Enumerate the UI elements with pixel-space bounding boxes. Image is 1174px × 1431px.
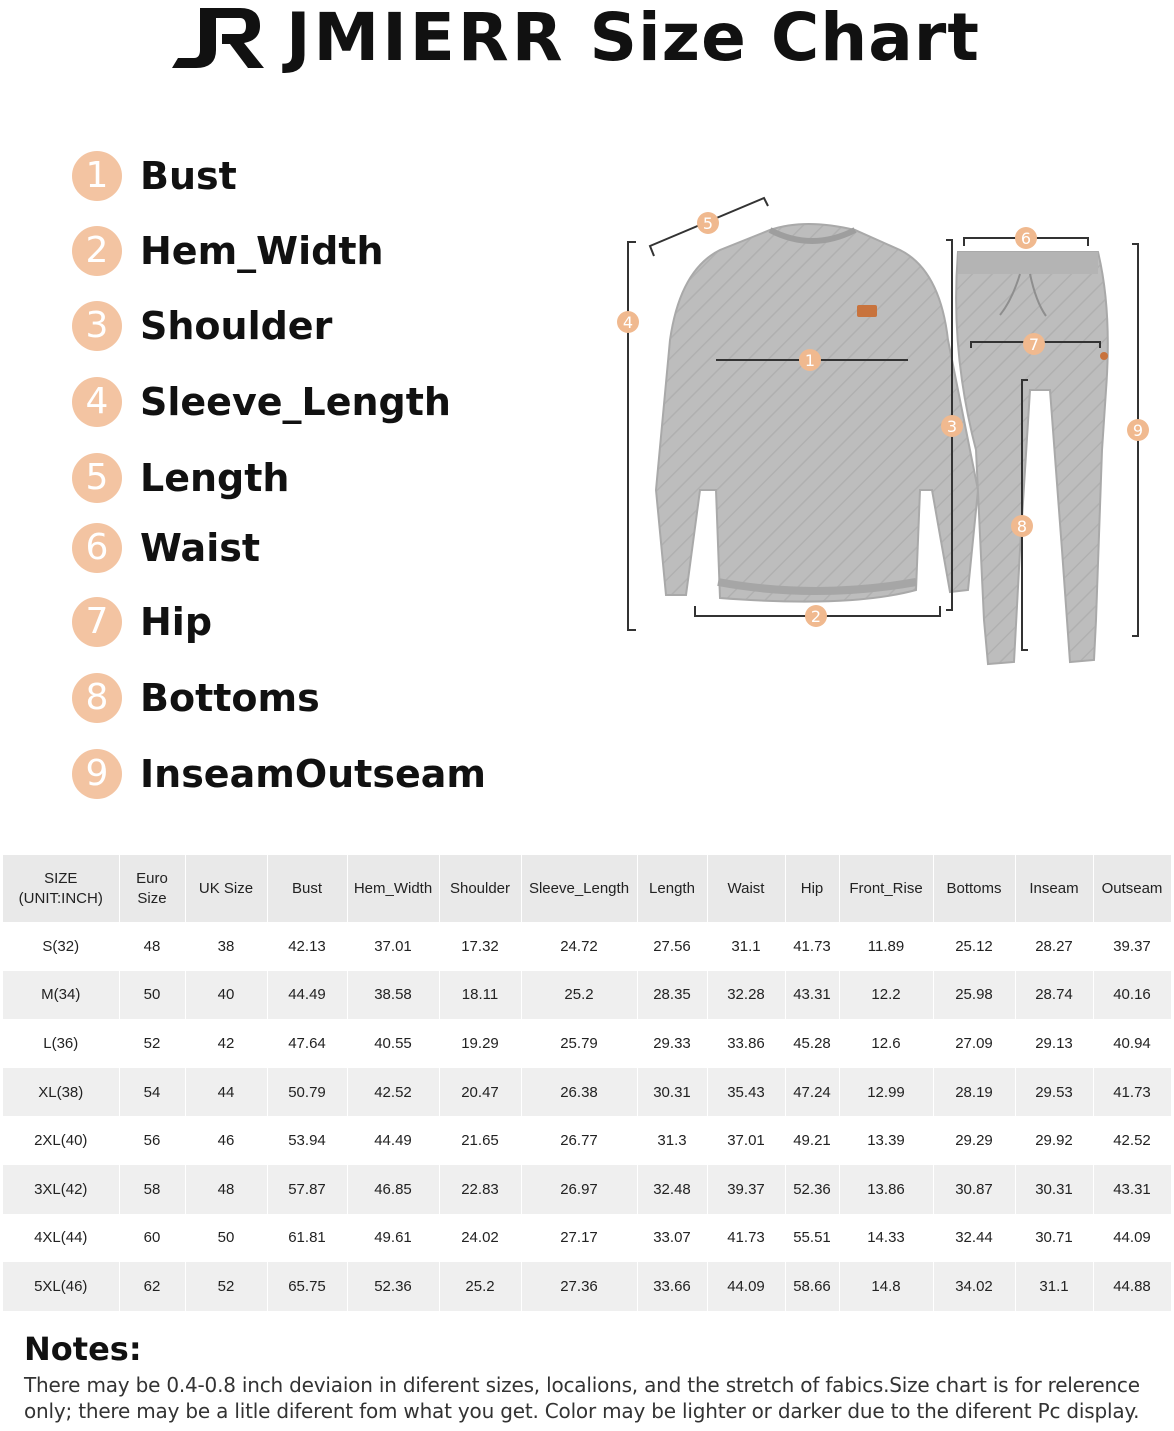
table-cell: 32.48 <box>637 1165 707 1214</box>
table-cell: 41.73 <box>1093 1068 1171 1117</box>
table-cell: 28.27 <box>1015 922 1093 971</box>
table-cell: 34.02 <box>933 1262 1015 1311</box>
table-cell: 45.28 <box>785 1019 839 1068</box>
number-badge: 5 <box>72 453 122 503</box>
table-cell: 52.36 <box>347 1262 439 1311</box>
table-cell: S(32) <box>3 922 119 971</box>
table-cell: 27.17 <box>521 1214 637 1263</box>
table-cell: 29.53 <box>1015 1068 1093 1117</box>
table-cell: 55.51 <box>785 1214 839 1263</box>
svg-text:3: 3 <box>946 417 958 436</box>
number-badge: 3 <box>72 301 122 351</box>
column-header: Bottoms <box>933 855 1015 922</box>
column-header: Hem_Width <box>347 855 439 922</box>
table-cell: 43.31 <box>785 971 839 1020</box>
table-cell: 48 <box>119 922 185 971</box>
table-cell: 53.94 <box>267 1116 347 1165</box>
table-cell: 52 <box>185 1262 267 1311</box>
table-cell: 28.74 <box>1015 971 1093 1020</box>
table-cell: 42.52 <box>1093 1116 1171 1165</box>
table-cell: 25.2 <box>521 971 637 1020</box>
legend-label: Waist <box>140 526 261 570</box>
table-row <box>3 1019 1171 1068</box>
marker-6 <box>1015 227 1037 249</box>
column-header: Outseam <box>1093 855 1171 922</box>
marker-3 <box>941 415 963 437</box>
marker-7 <box>1023 333 1045 355</box>
table-cell: 49.21 <box>785 1116 839 1165</box>
table-cell: 13.39 <box>839 1116 933 1165</box>
table-cell: 40.94 <box>1093 1019 1171 1068</box>
table-row <box>3 1262 1171 1311</box>
svg-text:2: 2 <box>810 607 822 626</box>
table-cell: 41.73 <box>785 922 839 971</box>
table-cell: 26.97 <box>521 1165 637 1214</box>
jr-logo-icon <box>170 2 266 72</box>
table-cell: 52 <box>119 1019 185 1068</box>
table-cell: 50 <box>119 971 185 1020</box>
size-table <box>3 855 1172 1311</box>
svg-text:5: 5 <box>702 214 714 233</box>
garment-diagram <box>600 190 1170 680</box>
marker-5 <box>697 212 719 234</box>
table-cell: 42.13 <box>267 922 347 971</box>
legend-item-bottoms <box>72 672 320 724</box>
table-header-row <box>3 855 1171 922</box>
page-title <box>286 0 980 76</box>
table-cell: 28.35 <box>637 971 707 1020</box>
table-cell: 12.99 <box>839 1068 933 1117</box>
table-row <box>3 1214 1171 1263</box>
table-cell: 47.24 <box>785 1068 839 1117</box>
column-header: Waist <box>707 855 785 922</box>
brand-name: JMIERR <box>286 0 566 76</box>
table-cell: 61.81 <box>267 1214 347 1263</box>
number-badge: 2 <box>72 226 122 276</box>
table-cell: 52.36 <box>785 1165 839 1214</box>
table-row <box>3 1116 1171 1165</box>
table-cell: 25.98 <box>933 971 1015 1020</box>
table-cell: 18.11 <box>439 971 521 1020</box>
legend-label: Hem_Width <box>140 229 384 273</box>
notes-section <box>24 1330 1164 1424</box>
table-cell: 38 <box>185 922 267 971</box>
column-header: Hip <box>785 855 839 922</box>
table-cell: 44.49 <box>347 1116 439 1165</box>
table-cell: 11.89 <box>839 922 933 971</box>
table-cell: 60 <box>119 1214 185 1263</box>
number-badge: 4 <box>72 377 122 427</box>
table-cell: 56 <box>119 1116 185 1165</box>
legend-label: Hip <box>140 600 213 644</box>
table-cell: 27.36 <box>521 1262 637 1311</box>
table-cell: 22.83 <box>439 1165 521 1214</box>
table-cell: L(36) <box>3 1019 119 1068</box>
table-cell: 13.86 <box>839 1165 933 1214</box>
table-cell: 44.09 <box>1093 1214 1171 1263</box>
notes-title: Notes: <box>24 1330 142 1368</box>
table-cell: 30.31 <box>637 1068 707 1117</box>
table-cell: 26.77 <box>521 1116 637 1165</box>
table-cell: 40.16 <box>1093 971 1171 1020</box>
table-cell: 29.92 <box>1015 1116 1093 1165</box>
table-cell: 21.65 <box>439 1116 521 1165</box>
pants-illustration <box>956 252 1108 664</box>
legend-item-bust <box>72 150 237 202</box>
table-cell: 30.71 <box>1015 1214 1093 1263</box>
legend-item-shoulder <box>72 300 332 352</box>
table-cell: 37.01 <box>347 922 439 971</box>
legend-item-hip <box>72 596 212 648</box>
table-cell: 12.6 <box>839 1019 933 1068</box>
table-cell: 65.75 <box>267 1262 347 1311</box>
table-cell: M(34) <box>3 971 119 1020</box>
notes-text: There may be 0.4-0.8 inch deviaion in diferent sizes, localions, and the stretch of fabics.Size chart is for relerence only; there may be a litle diferent fom what you get. Color may be lighter or darker due to the diferent Pc display. <box>24 1373 1140 1423</box>
legend-item-waist <box>72 522 260 574</box>
table-cell: 33.07 <box>637 1214 707 1263</box>
table-cell: 24.02 <box>439 1214 521 1263</box>
svg-text:1: 1 <box>804 351 816 370</box>
number-badge: 7 <box>72 597 122 647</box>
table-cell: 17.32 <box>439 922 521 971</box>
table-cell: 31.1 <box>1015 1262 1093 1311</box>
legend-label: Bottoms <box>140 676 320 720</box>
column-header: Length <box>637 855 707 922</box>
table-cell: 29.13 <box>1015 1019 1093 1068</box>
number-badge: 1 <box>72 151 122 201</box>
table-cell: 58 <box>119 1165 185 1214</box>
marker-9 <box>1127 419 1149 441</box>
table-cell: 12.2 <box>839 971 933 1020</box>
legend-label: Shoulder <box>140 304 333 348</box>
legend-label: Bust <box>140 154 237 198</box>
table-cell: 46 <box>185 1116 267 1165</box>
table-cell: 25.79 <box>521 1019 637 1068</box>
svg-text:9: 9 <box>1132 421 1144 440</box>
legend-item-length <box>72 452 289 504</box>
size-table-container <box>3 855 1171 1311</box>
table-cell: 54 <box>119 1068 185 1117</box>
column-header: SIZE (UNIT:INCH) <box>3 855 119 922</box>
marker-1 <box>799 349 821 371</box>
header <box>0 0 1174 90</box>
column-header: UK Size <box>185 855 267 922</box>
table-cell: 25.12 <box>933 922 1015 971</box>
table-cell: 38.58 <box>347 971 439 1020</box>
table-cell: 43.31 <box>1093 1165 1171 1214</box>
table-cell: 20.47 <box>439 1068 521 1117</box>
svg-text:4: 4 <box>622 313 634 332</box>
table-cell: 41.73 <box>707 1214 785 1263</box>
marker-4 <box>617 311 639 333</box>
table-cell: 58.66 <box>785 1262 839 1311</box>
table-cell: 46.85 <box>347 1165 439 1214</box>
table-cell: 42.52 <box>347 1068 439 1117</box>
legend-item-inseamoutseam <box>72 748 486 800</box>
column-header: Front_Rise <box>839 855 933 922</box>
column-header: Inseam <box>1015 855 1093 922</box>
table-cell: 31.3 <box>637 1116 707 1165</box>
table-row <box>3 922 1171 971</box>
table-cell: 40.55 <box>347 1019 439 1068</box>
legend-label: InseamOutseam <box>140 752 486 796</box>
legend-label: Length <box>140 456 290 500</box>
table-cell: 24.72 <box>521 922 637 971</box>
table-cell: 37.01 <box>707 1116 785 1165</box>
table-cell: 30.31 <box>1015 1165 1093 1214</box>
table-cell: 19.29 <box>439 1019 521 1068</box>
table-cell: 4XL(44) <box>3 1214 119 1263</box>
svg-text:8: 8 <box>1016 517 1028 536</box>
marker-2 <box>805 605 827 627</box>
table-cell: 32.28 <box>707 971 785 1020</box>
table-cell: 49.61 <box>347 1214 439 1263</box>
column-header: Sleeve_Length <box>521 855 637 922</box>
svg-text:6: 6 <box>1020 229 1032 248</box>
table-cell: 25.2 <box>439 1262 521 1311</box>
number-badge: 9 <box>72 749 122 799</box>
table-cell: 33.66 <box>637 1262 707 1311</box>
table-cell: 26.38 <box>521 1068 637 1117</box>
number-badge: 6 <box>72 523 122 573</box>
table-cell: 14.33 <box>839 1214 933 1263</box>
table-cell: 50 <box>185 1214 267 1263</box>
table-cell: 31.1 <box>707 922 785 971</box>
table-cell: 42 <box>185 1019 267 1068</box>
table-row <box>3 1068 1171 1117</box>
column-header: Euro Size <box>119 855 185 922</box>
table-cell: 32.44 <box>933 1214 1015 1263</box>
table-cell: 40 <box>185 971 267 1020</box>
table-cell: 28.19 <box>933 1068 1015 1117</box>
table-cell: 62 <box>119 1262 185 1311</box>
legend-label: Sleeve_Length <box>140 380 451 424</box>
legend-item-sleeve-length <box>72 376 451 428</box>
table-cell: 35.43 <box>707 1068 785 1117</box>
table-cell: 29.29 <box>933 1116 1015 1165</box>
table-cell: 33.86 <box>707 1019 785 1068</box>
table-cell: 29.33 <box>637 1019 707 1068</box>
table-cell: 44.09 <box>707 1262 785 1311</box>
column-header: Bust <box>267 855 347 922</box>
table-cell: 48 <box>185 1165 267 1214</box>
table-cell: 2XL(40) <box>3 1116 119 1165</box>
legend-item-hem-width <box>72 225 384 277</box>
table-cell: 27.56 <box>637 922 707 971</box>
table-cell: 44 <box>185 1068 267 1117</box>
table-cell: 57.87 <box>267 1165 347 1214</box>
number-badge: 8 <box>72 673 122 723</box>
table-cell: 50.79 <box>267 1068 347 1117</box>
sweatshirt-illustration <box>656 224 978 602</box>
table-cell: 39.37 <box>1093 922 1171 971</box>
table-cell: 14.8 <box>839 1262 933 1311</box>
table-cell: 44.88 <box>1093 1262 1171 1311</box>
column-header: Shoulder <box>439 855 521 922</box>
table-row <box>3 971 1171 1020</box>
table-cell: 44.49 <box>267 971 347 1020</box>
title-suffix: Size Chart <box>589 0 980 76</box>
table-cell: 30.87 <box>933 1165 1015 1214</box>
marker-8 <box>1011 515 1033 537</box>
table-cell: XL(38) <box>3 1068 119 1117</box>
table-cell: 39.37 <box>707 1165 785 1214</box>
table-cell: 5XL(46) <box>3 1262 119 1311</box>
table-row <box>3 1165 1171 1214</box>
table-cell: 3XL(42) <box>3 1165 119 1214</box>
table-cell: 47.64 <box>267 1019 347 1068</box>
svg-text:7: 7 <box>1028 335 1040 354</box>
table-cell: 27.09 <box>933 1019 1015 1068</box>
